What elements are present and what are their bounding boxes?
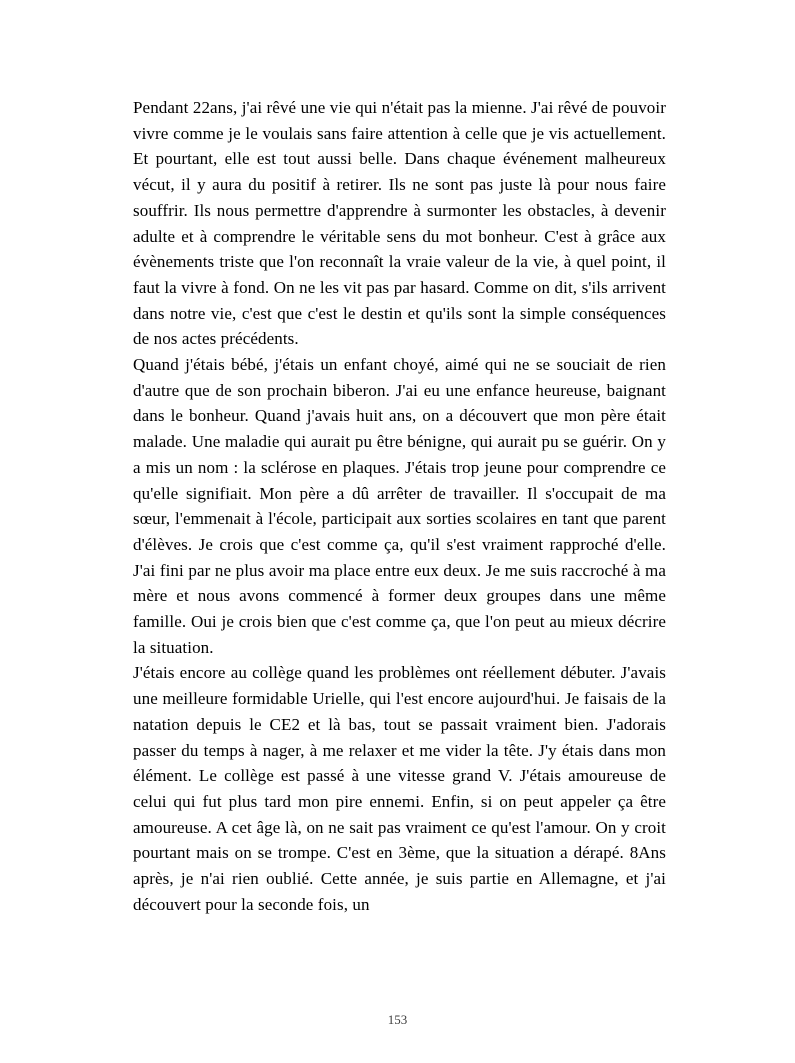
page-number: 153 xyxy=(387,1012,408,1027)
paragraph-2: Quand j'étais bébé, j'étais un enfant choyé, aimé qui ne se souciait de rien d'autre que de son prochain biberon. J'ai eu une enfance heureuse, baignant dans le bonheur. Quand j'avais huit ans, on a découvert que mon père était malade. Une maladie qui aurait pu être bénigne, qui aurait pu se guérir. On y a mis un nom : la sclérose en plaques. J'étais trop jeune pour comprendre ce qu'elle signifiait. Mon père a dû arrêter de travailler. Il s'occupait de ma sœur, l'emmenait à l'école, participait aux sorties scolaires en tant que parent d'élèves. Je crois que c'est comme ça, qu'il s'est vraiment rapproché d'elle. J'ai fini par ne plus avoir ma place entre eux deux. Je me suis raccroché à ma mère et nous avons commencé à former deux groupes dans une même famille. Oui je crois bien que c'est comme ça, que l'on peut au mieux décrire la situation. xyxy=(133,355,666,657)
paragraph-1: Pendant 22ans, j'ai rêvé une vie qui n'était pas la mienne. J'ai rêvé de pouvoir vivre comme je le voulais sans faire attention à celle que je vis actuellement. Et pourtant, elle est tout aussi belle. Dans chaque événement malheureux vécut, il y aura du positif à retirer. Ils ne sont pas juste là pour nous faire souffrir. Ils nous permettre d'apprendre à surmonter les obstacles, à devenir adulte et à comprendre le véritable sens du mot bonheur. C'est à grâce aux évènements triste que l'on reconnaît la vraie valeur de la vie, à quel point, il faut la vivre à fond. On ne les vit pas par hasard. Comme on dit, s'ils arrivent dans notre vie, c'est que c'est le destin et qu'ils sont la simple conséquences de nos actes précédents. xyxy=(133,98,666,349)
paragraph-3: J'étais encore au collège quand les problèmes ont réellement débuter. J'avais une meilleure formidable Urielle, qui l'est encore aujourd'hui. Je faisais de la natation depuis le CE2 et là bas, tout se passait vraiment bien. J'adorais passer du temps à nager, à me relaxer et me vider la tête. J'y étais dans mon élément. Le collège est passé à une vitesse grand V. J'étais amoureuse de celui qui fut plus tard mon pire ennemi. Enfin, si on peut appeler ça être amoureuse. A cet âge là, on ne sait pas vraiment ce qu'est l'amour. On y croit pourtant mais on se trompe. C'est en 3ème, que la situation a dérapé. 8Ans après, je n'ai rien oublié. Cette année, je suis partie en Allemagne, et j'ai découvert pour la seconde fois, un xyxy=(133,663,666,914)
body-text xyxy=(133,95,666,918)
